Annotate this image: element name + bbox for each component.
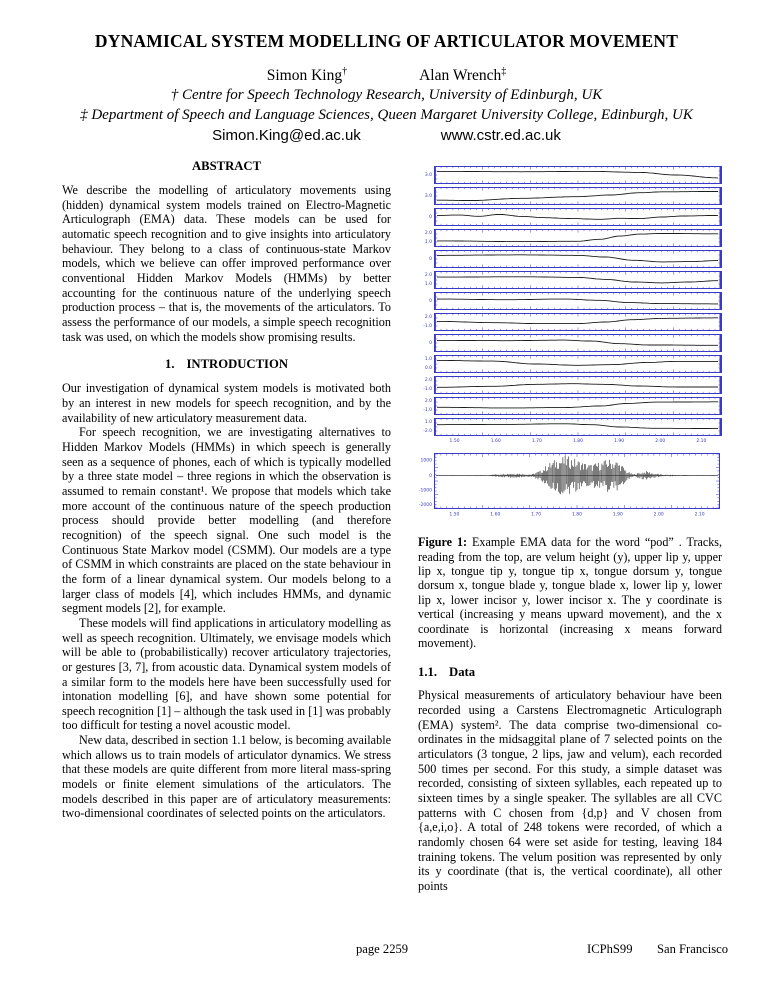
svg-text:1.50: 1.50	[449, 512, 460, 518]
y-axis-labels: 2.0 -1.0	[423, 315, 432, 330]
y-axis-labels: 3.0	[424, 172, 432, 178]
waveform-plot	[418, 452, 722, 518]
dagger-mark: †	[342, 66, 348, 77]
track-plot	[434, 271, 722, 289]
track-plot	[434, 397, 722, 415]
caption-label: Figure 1:	[418, 535, 468, 550]
y-axis-labels: 0	[429, 340, 432, 346]
y-axis-labels: 0	[429, 256, 432, 262]
abstract-heading: ABSTRACT	[191, 159, 262, 174]
intro-paragraph-2: For speech recognition, we are investigating alternatives to Hidden Markov Models (HMMs) in which speech is generally seen as a sequence of phones, each of which is typically modelled by a three state model – three regions in which the observation is assumed to remain constant¹. We propose that models which take more account of the continuous nature of the speech production process should provide better modelling (and therefore recognition) of the speech signal. One such model is the Continuous State Markov model (CSMM). Our models are a type of CSMM in which constraints are placed on the state behaviour in the form of a linear dynamical system. Our models belong to a larger class of models [4], which includes HMMs, and dynamic segment models [2], for example.	[62, 425, 391, 616]
svg-text:2.00: 2.00	[653, 512, 664, 518]
ema-track-tongue-dorsum-y	[418, 271, 722, 289]
paper-header	[0, 0, 773, 144]
svg-text:1.80: 1.80	[571, 512, 583, 518]
affiliation-2: ‡ Department of Speech and Language Sciences, Queen Margaret University College, Edinburgh, UK	[80, 106, 693, 123]
svg-text:1.70: 1.70	[531, 512, 542, 518]
ema-track-tongue-dorsum-x	[418, 292, 722, 310]
svg-text:-2000: -2000	[418, 503, 432, 509]
ema-track-tongue-blade-y	[418, 313, 722, 331]
lab-url: www.cstr.ed.ac.uk	[440, 127, 561, 145]
page-number: page 2259	[356, 942, 409, 956]
intro-paragraph-1: Our investigation of dynamical system models is motivated both by an interest in new models for speech recognition, and by the availability of new articulatory measurement data.	[62, 381, 391, 425]
y-axis-labels: 1.0 0.0	[424, 357, 432, 372]
track-plot	[434, 250, 722, 268]
ema-track-upper-lip-y	[418, 187, 722, 205]
intro-paragraph-4: New data, described in section 1.1 below, is becoming available which allows us to train models of articulator dynamics. We stress that these models are quite different from more literal mass-spring models or finite element simulations of the articulators. The models described in this paper are of articulatory measurements: two-dimensional coordinates of selected points on the articulators.	[62, 733, 391, 821]
author-1: Simon King†	[266, 66, 348, 85]
caption-text: Example EMA data for the word “pod” . Tracks, reading from the top, are velum height (y), upper lip y, upper lip x, tongue tip y, tongue tip x, tongue dorsum y, tongue dorsum x, tongue blade y, tongue blade x, lower lip y, lower lip x, lower incisor y, lower incisor x. The y coordinate is vertical (increasing y means upward movement), and the x coordinate is horizontal (increasing x means forward movement).	[418, 535, 722, 650]
track-plot	[434, 418, 722, 436]
author-email: Simon.King@ed.ac.uk	[212, 127, 361, 145]
track-plot	[434, 376, 722, 394]
svg-text:2.10: 2.10	[694, 512, 705, 518]
figure-tracks	[418, 166, 722, 446]
svg-text:-1000: -1000	[418, 488, 432, 494]
ema-track-lower-lip-x	[418, 376, 722, 394]
affiliation-1: † Centre for Speech Technology Research, University of Edinburgh, UK	[170, 87, 603, 104]
paper-title: DYNAMICAL SYSTEM MODELLING OF ARTICULATOR MOVEMENT	[94, 31, 679, 51]
y-axis-labels: 2.0 -1.0	[423, 378, 432, 393]
two-column-body	[62, 159, 722, 893]
track-plot	[434, 166, 722, 184]
data-section-heading	[418, 665, 722, 680]
svg-text:1.90: 1.90	[612, 512, 623, 518]
left-column	[62, 159, 391, 893]
ema-track-lower-lip-y	[418, 355, 722, 373]
y-axis-labels: 0	[429, 214, 432, 220]
figure-1-ema-tracks	[418, 166, 722, 523]
ema-track-lower-incisor-x	[418, 418, 722, 436]
figure-1-caption	[418, 535, 722, 650]
track-plot	[434, 187, 722, 205]
track-plot	[434, 355, 722, 373]
y-axis-labels: 3.0	[424, 193, 432, 199]
track-plot	[434, 208, 722, 226]
y-axis-labels: 2.0 1.0	[424, 273, 432, 288]
data-paragraph-1: Physical measurements of articulatory behaviour have been recorded using a Carstens Electromagnetic Articulograph (EMA) system². The data comprise two-dimensional co-ordinates in the midsaggital plane of 7 selected points on the articulators (3 tongue, 2 lips, jaw and velum), each recorded 500 times per second. For this study, a simple dataset was recorded, consisting of sixteen syllables, each repeated up to sixteen times by a single speaker. The syllables are all CVC patterns with C chosen from {d,p} and V chosen from {a,e,i,o}. A total of 248 tokens were recorded, of which a randomly chosen 64 were set aside for testing, leaving 184 training tokens. The velum position was represented by only its y coordinate (that is, the vertical coordinate), all other points	[418, 688, 722, 893]
section-number: 1.	[164, 357, 175, 372]
ema-track-velum-height-y	[418, 166, 722, 184]
track-plot	[434, 334, 722, 352]
author-line	[0, 66, 773, 85]
author-2: Alan Wrench‡	[419, 66, 507, 85]
y-axis-labels: 2.0 -1.0	[423, 399, 432, 414]
track-plot	[434, 229, 722, 247]
y-axis-labels: 2.0 1.0	[424, 231, 432, 246]
ema-track-upper-lip-x	[418, 208, 722, 226]
introduction-heading	[62, 357, 391, 372]
x-axis-tick-labels: 1.50 1.60 1.70 1.80 1.90 2.00 2.10	[449, 439, 707, 445]
svg-text:1.60: 1.60	[490, 512, 501, 518]
conference-location: San Francisco	[657, 942, 728, 956]
ema-track-tongue-tip-x	[418, 250, 722, 268]
track-plot	[434, 313, 722, 331]
track-plot	[434, 292, 722, 310]
y-axis-labels: 0	[429, 298, 432, 304]
y-axis-labels: 1.0 -2.0	[423, 420, 432, 435]
speech-waveform-panel	[418, 452, 722, 523]
ema-track-tongue-tip-y	[418, 229, 722, 247]
abstract-text: We describe the modelling of articulatory movements using (hidden) dynamical system models trained on Electro-Magnetic Articulograph (EMA) data. These models can be used for automatic speech recognition and to give insights into articulatory behaviour. They belong to a class of continuous-state Markov models, which we believe can offer improved performance over conventional Hidden Markov Models (HMMs) by better accounting for the continuous nature of the underlying speech production process – that is, the movements of the articulators. To assess the performance of our models, a simple speech recognition task was used, on which the models show promising results.	[62, 183, 391, 344]
conference-name: ICPhS99	[587, 942, 633, 956]
subsection-title: Data	[449, 665, 476, 680]
subsection-number: 1.1.	[418, 665, 438, 680]
intro-paragraph-3: These models will find applications in articulatory modelling as well as speech recognition. Ultimately, we envisage models which will be able to (probabilistically) recover articulatory trajectories, or gestures [3, 7], from acoustic data. Dynamical system models of a similar form to the models here have been successfully used for intonation modelling [6], and have shown some potential for speech recognition [1] – although the task used in [1] was probably too difficult for testing a novel acoustic model.	[62, 615, 391, 733]
ema-track-lower-incisor-y	[418, 397, 722, 415]
ema-track-tongue-blade-x	[418, 334, 722, 352]
svg-text:0: 0	[429, 474, 432, 480]
right-column	[418, 159, 722, 893]
page-footer	[0, 942, 773, 962]
double-dagger-mark: ‡	[501, 66, 507, 77]
svg-text:1000: 1000	[420, 458, 432, 464]
section-title: INTRODUCTION	[186, 357, 289, 372]
contact-line	[0, 127, 773, 144]
